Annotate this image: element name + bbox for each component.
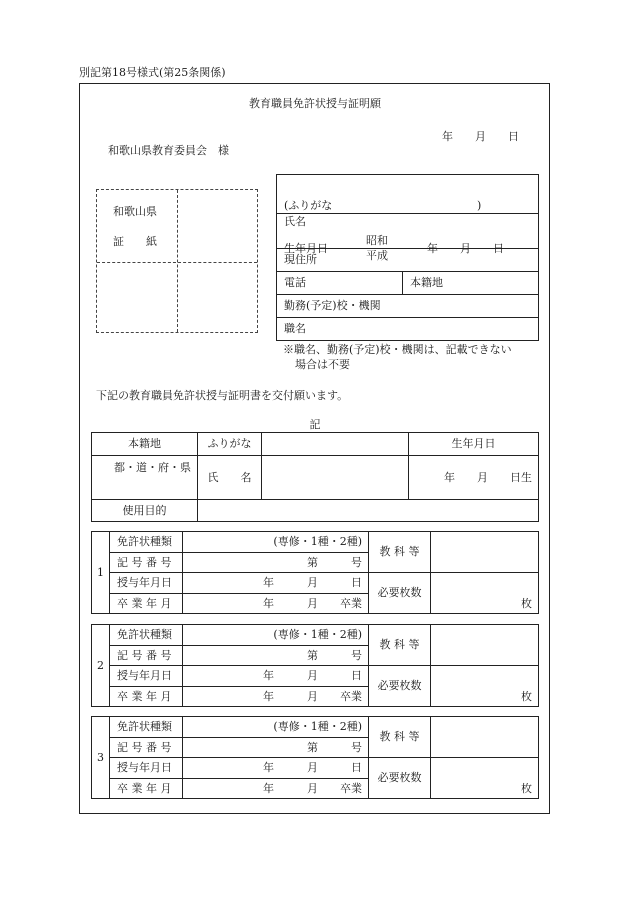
birthdate-ymd-suffix: 年 月 日生 bbox=[444, 470, 532, 484]
license-type-options: (専修・1種・2種) bbox=[273, 720, 362, 734]
subject-label: 教 科 等 bbox=[369, 625, 431, 666]
workplace-field[interactable] bbox=[277, 295, 539, 318]
license-number-format: 第 号 bbox=[307, 555, 362, 569]
license-type-label: 免許状種類 bbox=[110, 532, 183, 553]
license-number-format: 第 号 bbox=[307, 740, 362, 754]
subject-label: 教 科 等 bbox=[369, 532, 431, 573]
stamp-label-paper: 証 紙 bbox=[113, 235, 157, 248]
note-line-2: 場合は不要 bbox=[295, 358, 350, 371]
address-label: 現住所 bbox=[284, 253, 317, 267]
graduation-field[interactable] bbox=[183, 593, 369, 614]
grant-date-format: 年 月 日 bbox=[263, 761, 362, 775]
grant-date-label: 授与年月日 bbox=[110, 573, 183, 594]
position-label: 職名 bbox=[284, 322, 306, 336]
copies-label: 必要枚数 bbox=[369, 666, 431, 707]
license-type-options: (専修・1種・2種) bbox=[273, 535, 362, 549]
request-statement: 下記の教育職員免許状授与証明書を交付願います。 bbox=[96, 389, 349, 402]
registry-table bbox=[91, 432, 539, 522]
copies-label: 必要枚数 bbox=[369, 573, 431, 614]
license-type-field[interactable] bbox=[183, 717, 369, 738]
graduation-field[interactable] bbox=[183, 686, 369, 707]
name-input[interactable] bbox=[262, 456, 409, 500]
grant-date-format: 年 月 日 bbox=[263, 576, 362, 590]
note-line-1: ※職名、勤務(予定)校・機関は、記載できない bbox=[283, 343, 512, 356]
birthdate-header: 生年月日 bbox=[409, 433, 539, 456]
furigana-label: (ふりがな bbox=[284, 199, 333, 212]
license-type-field[interactable] bbox=[183, 625, 369, 646]
license-type-label: 免許状種類 bbox=[110, 717, 183, 738]
stamp-label-prefecture: 和歌山県 bbox=[113, 205, 157, 218]
subject-input[interactable] bbox=[431, 625, 539, 666]
ki-heading: 記 bbox=[309, 418, 321, 431]
subject-input[interactable] bbox=[431, 717, 539, 758]
phone-field[interactable] bbox=[277, 272, 403, 295]
graduation-label: 卒 業 年 月 bbox=[110, 593, 183, 614]
copies-unit: 枚 bbox=[521, 690, 532, 703]
domicile-field[interactable] bbox=[403, 272, 539, 295]
grant-date-field[interactable] bbox=[183, 758, 369, 779]
phone-label: 電話 bbox=[284, 276, 306, 290]
birthdate-input[interactable] bbox=[409, 456, 539, 500]
license-type-label: 免許状種類 bbox=[110, 625, 183, 646]
block-number: 1 bbox=[92, 532, 110, 614]
subject-label: 教 科 等 bbox=[369, 717, 431, 758]
domicile-label: 本籍地 bbox=[410, 276, 443, 290]
prefecture-input[interactable] bbox=[92, 456, 198, 500]
name-label: 氏名 bbox=[284, 215, 306, 228]
graduation-format: 年 月 卒業 bbox=[263, 781, 362, 795]
addressee: 和歌山県教育委員会 様 bbox=[108, 144, 229, 157]
submission-date[interactable]: 年 月 日 bbox=[442, 130, 519, 143]
graduation-label: 卒 業 年 月 bbox=[110, 686, 183, 707]
copies-unit: 枚 bbox=[521, 782, 532, 795]
graduation-label: 卒 業 年 月 bbox=[110, 778, 183, 799]
license-number-field[interactable] bbox=[183, 553, 369, 573]
workplace-label: 勤務(予定)校・機関 bbox=[284, 299, 381, 313]
birthdate-ymd: 年 月 日 bbox=[427, 242, 504, 255]
prefecture-suffix: 都・道・府・県 bbox=[114, 460, 191, 474]
purpose-header: 使用目的 bbox=[92, 500, 198, 522]
grant-date-field[interactable] bbox=[183, 666, 369, 687]
graduation-format: 年 月 卒業 bbox=[263, 596, 362, 610]
era-heisei: 平成 bbox=[366, 249, 388, 262]
furigana-close: ) bbox=[477, 199, 482, 212]
subject-input[interactable] bbox=[431, 532, 539, 573]
form-reference-note: 別記第18号様式(第25条関係) bbox=[79, 66, 226, 79]
copies-unit: 枚 bbox=[521, 597, 532, 610]
birthdate-label: 生年月日 bbox=[284, 242, 328, 255]
position-field[interactable] bbox=[277, 318, 539, 341]
certificate-block-3 bbox=[91, 716, 539, 799]
name-header: 氏 名 bbox=[198, 456, 262, 500]
furigana-input[interactable] bbox=[262, 433, 409, 456]
license-number-field[interactable] bbox=[183, 646, 369, 666]
block-number: 3 bbox=[92, 717, 110, 799]
license-number-field[interactable] bbox=[183, 738, 369, 758]
copies-input[interactable] bbox=[431, 666, 539, 707]
license-type-field[interactable] bbox=[183, 532, 369, 553]
certificate-block-2 bbox=[91, 624, 539, 707]
license-number-format: 第 号 bbox=[307, 648, 362, 662]
form-title: 教育職員免許状授与証明願 bbox=[249, 97, 381, 110]
certificate-block-1 bbox=[91, 531, 539, 614]
license-type-options: (専修・1種・2種) bbox=[273, 628, 362, 642]
applicant-info-table bbox=[276, 174, 539, 341]
copies-input[interactable] bbox=[431, 758, 539, 799]
grant-date-format: 年 月 日 bbox=[263, 669, 362, 683]
graduation-field[interactable] bbox=[183, 778, 369, 799]
copies-label: 必要枚数 bbox=[369, 758, 431, 799]
block-number: 2 bbox=[92, 625, 110, 707]
copies-input[interactable] bbox=[431, 573, 539, 614]
grant-date-field[interactable] bbox=[183, 573, 369, 594]
license-number-label: 記 号 番 号 bbox=[110, 646, 183, 666]
grant-date-label: 授与年月日 bbox=[110, 758, 183, 779]
domicile-header: 本籍地 bbox=[92, 433, 198, 456]
purpose-input[interactable] bbox=[198, 500, 539, 522]
graduation-format: 年 月 卒業 bbox=[263, 689, 362, 703]
license-number-label: 記 号 番 号 bbox=[110, 553, 183, 573]
license-number-label: 記 号 番 号 bbox=[110, 738, 183, 758]
revenue-stamp-area bbox=[96, 189, 258, 333]
furigana-header: ふりがな bbox=[198, 433, 262, 456]
grant-date-label: 授与年月日 bbox=[110, 666, 183, 687]
era-showa: 昭和 bbox=[366, 234, 388, 247]
name-field[interactable] bbox=[277, 175, 539, 228]
